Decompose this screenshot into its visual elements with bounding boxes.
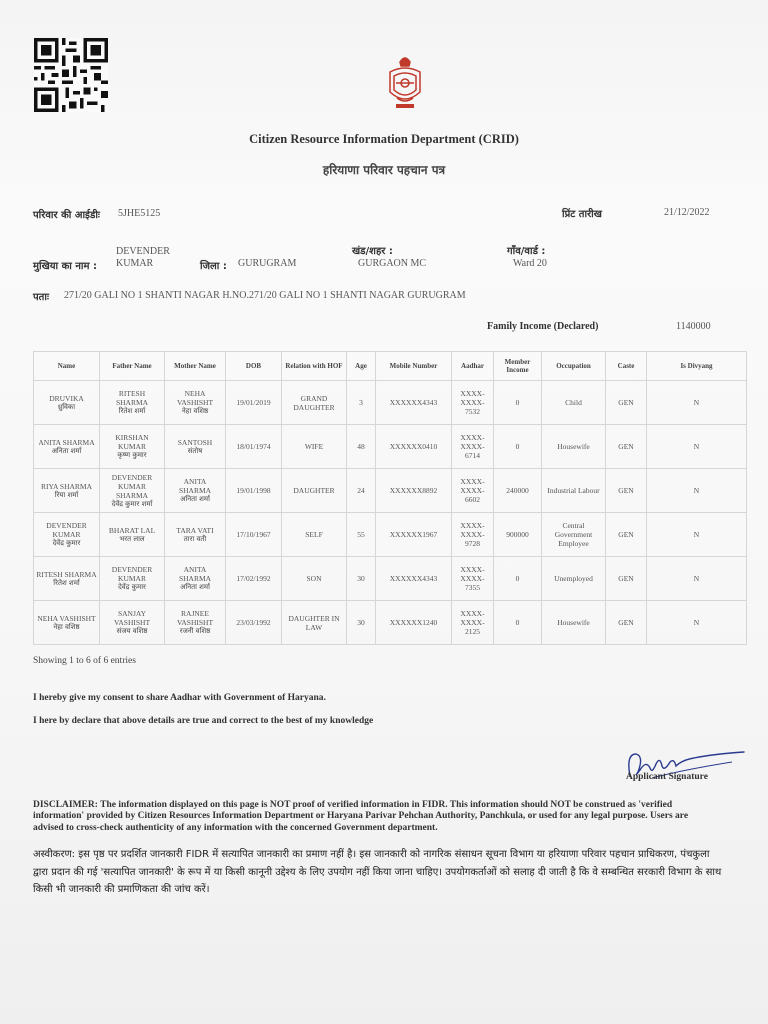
father-name: DEVENDER KUMAR SHARMA bbox=[111, 472, 153, 500]
father-cell bbox=[100, 601, 165, 645]
aadhar-cell: XXXX-XXXX-7355 bbox=[452, 557, 494, 601]
mother-name: RAJNEE VASHISHT bbox=[176, 609, 214, 628]
mobile-cell: XXXXXX4343 bbox=[376, 557, 452, 601]
caste-cell: GEN bbox=[606, 381, 647, 425]
print-date-label: प्रिंट तारीख bbox=[562, 209, 602, 220]
father-name: DEVENDER KUMAR bbox=[111, 565, 153, 584]
divyang-cell: N bbox=[647, 513, 747, 557]
father-cell bbox=[100, 557, 165, 601]
father-name-hindi: कृष्ण कुमार bbox=[117, 451, 147, 460]
occupation-cell: Central Government Employee bbox=[542, 513, 606, 557]
name-cell bbox=[34, 557, 100, 601]
age-cell: 55 bbox=[347, 513, 376, 557]
age-cell: 24 bbox=[347, 469, 376, 513]
relation-cell: DAUGHTER bbox=[282, 469, 347, 513]
father-name: BHARAT LAL bbox=[108, 525, 156, 535]
mobile-cell: XXXXXX4343 bbox=[376, 381, 452, 425]
member-name-hindi: ध्रुविका bbox=[57, 402, 76, 411]
mother-name: NEHA VASHISHT bbox=[176, 389, 214, 408]
occupation-cell: Housewife bbox=[542, 425, 606, 469]
column-header: Mother Name bbox=[165, 352, 226, 381]
income-cell: 0 bbox=[494, 557, 542, 601]
father-name-hindi: संजय वशिष्ठ bbox=[116, 627, 148, 636]
income-cell: 0 bbox=[494, 381, 542, 425]
relation-cell: DAUGHTER IN LAW bbox=[282, 601, 347, 645]
head-name-line2: KUMAR bbox=[116, 258, 154, 269]
member-name-hindi: नेहा वशिष्ठ bbox=[53, 622, 80, 631]
consent-statement: I hereby give my consent to share Aadhar with Government of Haryana. bbox=[33, 693, 326, 703]
table-row bbox=[34, 513, 747, 557]
mother-cell bbox=[165, 469, 226, 513]
column-header: Relation with HOF bbox=[282, 352, 347, 381]
relation-cell: WIFE bbox=[282, 425, 347, 469]
column-header: Father Name bbox=[100, 352, 165, 381]
mother-cell bbox=[165, 513, 226, 557]
mother-name: TARA VATI bbox=[176, 525, 214, 535]
mother-cell bbox=[165, 381, 226, 425]
father-name: SANJAY VASHISHT bbox=[113, 609, 151, 628]
family-id-label: परिवार की आईडीः bbox=[33, 210, 100, 221]
divyang-cell: N bbox=[647, 601, 747, 645]
mother-name: ANITA SHARMA bbox=[178, 477, 212, 496]
table-header-row bbox=[34, 352, 747, 381]
aadhar-cell: XXXX-XXXX-7532 bbox=[452, 381, 494, 425]
caste-cell: GEN bbox=[606, 601, 647, 645]
caste-cell: GEN bbox=[606, 425, 647, 469]
divyang-cell: N bbox=[647, 469, 747, 513]
mother-name-hindi: नेहा वशिष्ठ bbox=[181, 407, 209, 416]
name-cell bbox=[34, 513, 100, 557]
block-label: खंड/शहर : bbox=[352, 246, 393, 257]
table-row bbox=[34, 469, 747, 513]
district-label: जिला : bbox=[200, 261, 227, 272]
member-name-hindi: देवेंद्र कुमार bbox=[52, 539, 81, 548]
entries-count: Showing 1 to 6 of 6 entries bbox=[33, 656, 136, 666]
column-header: Age bbox=[347, 352, 376, 381]
dob-cell: 17/10/1967 bbox=[226, 513, 282, 557]
mobile-cell: XXXXXX0410 bbox=[376, 425, 452, 469]
column-header: Member Income bbox=[494, 352, 542, 381]
address-value: 271/20 GALI NO 1 SHANTI NAGAR H.NO.271/20 GALI NO 1 SHANTI NAGAR GURUGRAM bbox=[64, 290, 466, 301]
caste-cell: GEN bbox=[606, 469, 647, 513]
table-row bbox=[34, 381, 747, 425]
age-cell: 30 bbox=[347, 557, 376, 601]
dob-cell: 19/01/2019 bbox=[226, 381, 282, 425]
father-cell bbox=[100, 469, 165, 513]
income-cell: 900000 bbox=[494, 513, 542, 557]
column-header: Is Divyang bbox=[647, 352, 747, 381]
table-row bbox=[34, 557, 747, 601]
member-name: ANITA SHARMA bbox=[38, 437, 95, 447]
mother-name-hindi: रजनी वशिष्ठ bbox=[179, 627, 211, 636]
print-date-value: 21/12/2022 bbox=[664, 207, 710, 218]
mother-cell bbox=[165, 557, 226, 601]
family-income-label: Family Income (Declared) bbox=[487, 321, 599, 332]
name-cell bbox=[34, 381, 100, 425]
signature-label: Applicant Signature bbox=[626, 772, 708, 782]
aadhar-cell: XXXX-XXXX-2125 bbox=[452, 601, 494, 645]
dob-cell: 17/02/1992 bbox=[226, 557, 282, 601]
column-header: DOB bbox=[226, 352, 282, 381]
father-cell bbox=[100, 513, 165, 557]
column-header: Aadhar bbox=[452, 352, 494, 381]
dob-cell: 18/01/1974 bbox=[226, 425, 282, 469]
column-header: Caste bbox=[606, 352, 647, 381]
occupation-cell: Industrial Labour bbox=[542, 469, 606, 513]
age-cell: 48 bbox=[347, 425, 376, 469]
age-cell: 30 bbox=[347, 601, 376, 645]
father-name-hindi: रितेश शर्मा bbox=[118, 407, 146, 416]
mother-name-hindi: अनिता शर्मा bbox=[180, 583, 210, 592]
village-label: गाँव/वार्ड : bbox=[507, 246, 546, 257]
disclaimer-hindi: अस्वीकरण: इस पृष्ठ पर प्रदर्शित जानकारी FIDR में सत्यापित जानकारी का प्रमाण नहीं है। इस जानकारी को नागरिक संसाधन सूचना विभाग या हरियाणा परिवार पहचान प्राधिकरण, पंचकुला द्वारा प्रदान की गई 'सत्यापित जानकारी' के रूप में या किसी कानूनी उद्देश्य के लिए उपयोग नहीं किया जाना चाहिए। उपयोगकर्ताओं को सलाह दी जाती है कि वे सम्बन्धित सरकारी विभाग के साथ किसी भी जानकारी की प्रमाणिकता की जांच करें। bbox=[33, 849, 722, 895]
member-name: RITESH SHARMA bbox=[36, 569, 97, 579]
haryana-emblem bbox=[382, 52, 428, 114]
income-cell: 240000 bbox=[494, 469, 542, 513]
mother-name-hindi: तारा वती bbox=[183, 534, 207, 543]
department-title: Citizen Resource Information Department (CRID) bbox=[249, 132, 519, 146]
member-name-hindi: रितेश शर्मा bbox=[53, 578, 80, 587]
address-label: पताः bbox=[33, 292, 49, 303]
aadhar-cell: XXXX-XXXX-6602 bbox=[452, 469, 494, 513]
name-cell bbox=[34, 601, 100, 645]
family-income-value: 1140000 bbox=[676, 321, 711, 332]
mobile-cell: XXXXXX8892 bbox=[376, 469, 452, 513]
member-name: DRUVIKA bbox=[49, 393, 84, 403]
occupation-cell: Child bbox=[542, 381, 606, 425]
dob-cell: 23/03/1992 bbox=[226, 601, 282, 645]
declaration-statement: I here by declare that above details are true and correct to the best of my knowledge bbox=[33, 716, 374, 726]
disclaimer-english: DISCLAIMER: The information displayed on this page is NOT proof of verified information in FIDR. This information should NOT be construed as 'verified information' provided by Citizen Resources Information Department or Haryana Parivar Pehchan Authority, Panchkula, or used for any legal purpose. Users are advised to cross-check authenticity of any information with the concerned Government department. bbox=[33, 800, 689, 833]
caste-cell: GEN bbox=[606, 557, 647, 601]
occupation-cell: Housewife bbox=[542, 601, 606, 645]
income-cell: 0 bbox=[494, 601, 542, 645]
member-name: DEVENDER KUMAR bbox=[46, 521, 87, 540]
father-name: RITESH SHARMA bbox=[115, 389, 149, 408]
mother-name: ANITA SHARMA bbox=[178, 565, 212, 584]
table-row bbox=[34, 601, 747, 645]
column-header: Name bbox=[34, 352, 100, 381]
aadhar-cell: XXXX-XXXX-6714 bbox=[452, 425, 494, 469]
father-cell bbox=[100, 425, 165, 469]
head-name-line1: DEVENDER bbox=[116, 246, 170, 257]
mobile-cell: XXXXXX1967 bbox=[376, 513, 452, 557]
father-cell bbox=[100, 381, 165, 425]
member-name-hindi: रिया शर्मा bbox=[54, 490, 79, 499]
divyang-cell: N bbox=[647, 557, 747, 601]
mother-name-hindi: अनिता शर्मा bbox=[180, 495, 210, 504]
relation-cell: SON bbox=[282, 557, 347, 601]
relation-cell: SELF bbox=[282, 513, 347, 557]
aadhar-cell: XXXX-XXXX-9728 bbox=[452, 513, 494, 557]
father-name-hindi: भरत लाल bbox=[119, 534, 145, 543]
column-header: Occupation bbox=[542, 352, 606, 381]
mother-name: SANTOSH bbox=[177, 437, 213, 447]
block-value: GURGAON MC bbox=[358, 258, 427, 269]
name-cell bbox=[34, 469, 100, 513]
mother-name-hindi: संतोष bbox=[187, 446, 203, 455]
occupation-cell: Unemployed bbox=[542, 557, 606, 601]
father-name-hindi: देवेंद्र कुमार bbox=[118, 583, 146, 592]
caste-cell: GEN bbox=[606, 513, 647, 557]
member-name-hindi: अनिता शर्मा bbox=[51, 446, 82, 455]
mother-cell bbox=[165, 425, 226, 469]
family-members-table bbox=[33, 351, 747, 645]
member-name: RIYA SHARMA bbox=[40, 481, 93, 491]
dob-cell: 19/01/1998 bbox=[226, 469, 282, 513]
divyang-cell: N bbox=[647, 425, 747, 469]
father-name-hindi: देवेंद्र कुमार शर्मा bbox=[111, 499, 153, 508]
mother-cell bbox=[165, 601, 226, 645]
member-name: NEHA VASHISHT bbox=[37, 613, 96, 623]
table-row bbox=[34, 425, 747, 469]
family-id-value: 5JHE5125 bbox=[118, 208, 161, 219]
qr-code bbox=[34, 38, 108, 112]
age-cell: 3 bbox=[347, 381, 376, 425]
district-value: GURUGRAM bbox=[238, 258, 297, 269]
hindi-title: हरियाणा परिवार पहचान पत्र bbox=[322, 163, 446, 177]
income-cell: 0 bbox=[494, 425, 542, 469]
village-value: Ward 20 bbox=[513, 258, 547, 269]
head-name-label: मुखिया का नाम : bbox=[33, 261, 97, 272]
relation-cell: GRAND DAUGHTER bbox=[282, 381, 347, 425]
father-name: KIRSHAN KUMAR bbox=[115, 433, 149, 452]
column-header: Mobile Number bbox=[376, 352, 452, 381]
name-cell bbox=[34, 425, 100, 469]
mobile-cell: XXXXXX1240 bbox=[376, 601, 452, 645]
divyang-cell: N bbox=[647, 381, 747, 425]
